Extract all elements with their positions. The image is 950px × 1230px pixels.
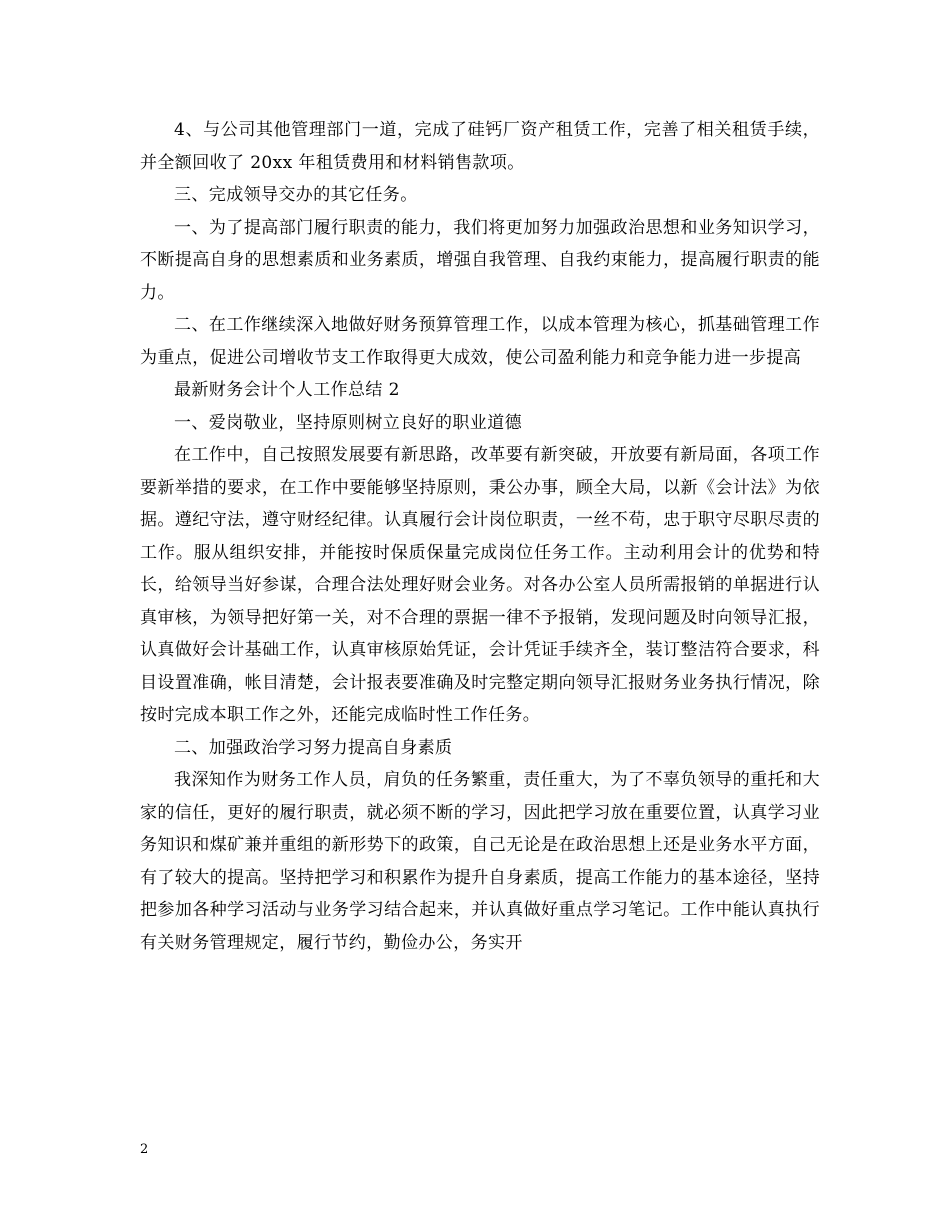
- paragraph-improve-ability: 一、为了提高部门履行职责的能力，我们将更加努力加强政治思想和业务知识学习，不断提高自身的思想素质和业务素质，增强自我管理、自我约束能力，提高履行职责的能力。: [140, 217, 820, 303]
- paragraph-work-principles: 在工作中，自己按照发展要有新思路，改革要有新突破，开放要有新局面，各项工作要新举措的要求，在工作中要能够坚持原则，秉公办事，顾全大局，以新《会计法》为依据。遵纪守法，遵守财经纪律。认真履行会计岗位职责，一丝不苟，忠于职守尽职尽责的工作。服从组织安排，并能按时保质保量完成岗位任务工作。主动利用会计的优势和特长，给领导当好参谋，合理合法处理好财会业务。对各办公室人员所需报销的单据进行认真审核，为领导把好第一关，对不合理的票据一律不予报销，发现问题及时向领导汇报，认真做好会计基础工作，认真审核原始凭证，会计凭证手续齐全，装订整洁符合要求，科目设置准确，帐目清楚，会计报表要准确及时完整定期向领导汇报财务业务执行情况，除按时完成本职工作之外，还能完成临时性工作任务。: [140, 445, 820, 725]
- document-body: [140, 114, 820, 959]
- paragraph-budget-management: 二、在工作继续深入地做好财务预算管理工作，以成本管理为核心，抓基础管理工作为重点，促进公司增收节支工作取得更大成效，使公司盈利能力和竞争能力进一步提高: [140, 315, 820, 368]
- heading-professional-ethics: 一、爱岗敬业，坚持原则树立良好的职业道德: [174, 412, 522, 433]
- heading-other-tasks: 三、完成领导交办的其它任务。: [174, 185, 418, 205]
- page-number: 2: [140, 1142, 149, 1157]
- paragraph-learning: 我深知作为财务工作人员，肩负的任务繁重，责任重大，为了不辜负领导的重托和大家的信任，更好的履行职责，就必须不断的学习，因此把学习放在重要位置，认真学习业务知识和煤矿兼并重组的新形势下的政策，自己无论是在政治思想上还是业务水平方面，有了较大的提高。坚持把学习和积累作为提升自身素质，提高工作能力的基本途径，坚持把参加各种学习活动与业务学习结合起来，并认真做好重点学习笔记。工作中能认真执行有关财务管理规定，履行节约，勤俭办公，务实开: [140, 770, 820, 953]
- heading-political-study: 二、加强政治学习努力提高自身素质: [174, 737, 453, 758]
- paragraph-lease-work: 4、与公司其他管理部门一道，完成了硅钙厂资产租赁工作，完善了相关租赁手续，并全额回收了 20xx 年租赁费用和材料销售款项。: [140, 120, 820, 173]
- section-title-summary-2: 最新财务会计个人工作总结 2: [174, 380, 400, 400]
